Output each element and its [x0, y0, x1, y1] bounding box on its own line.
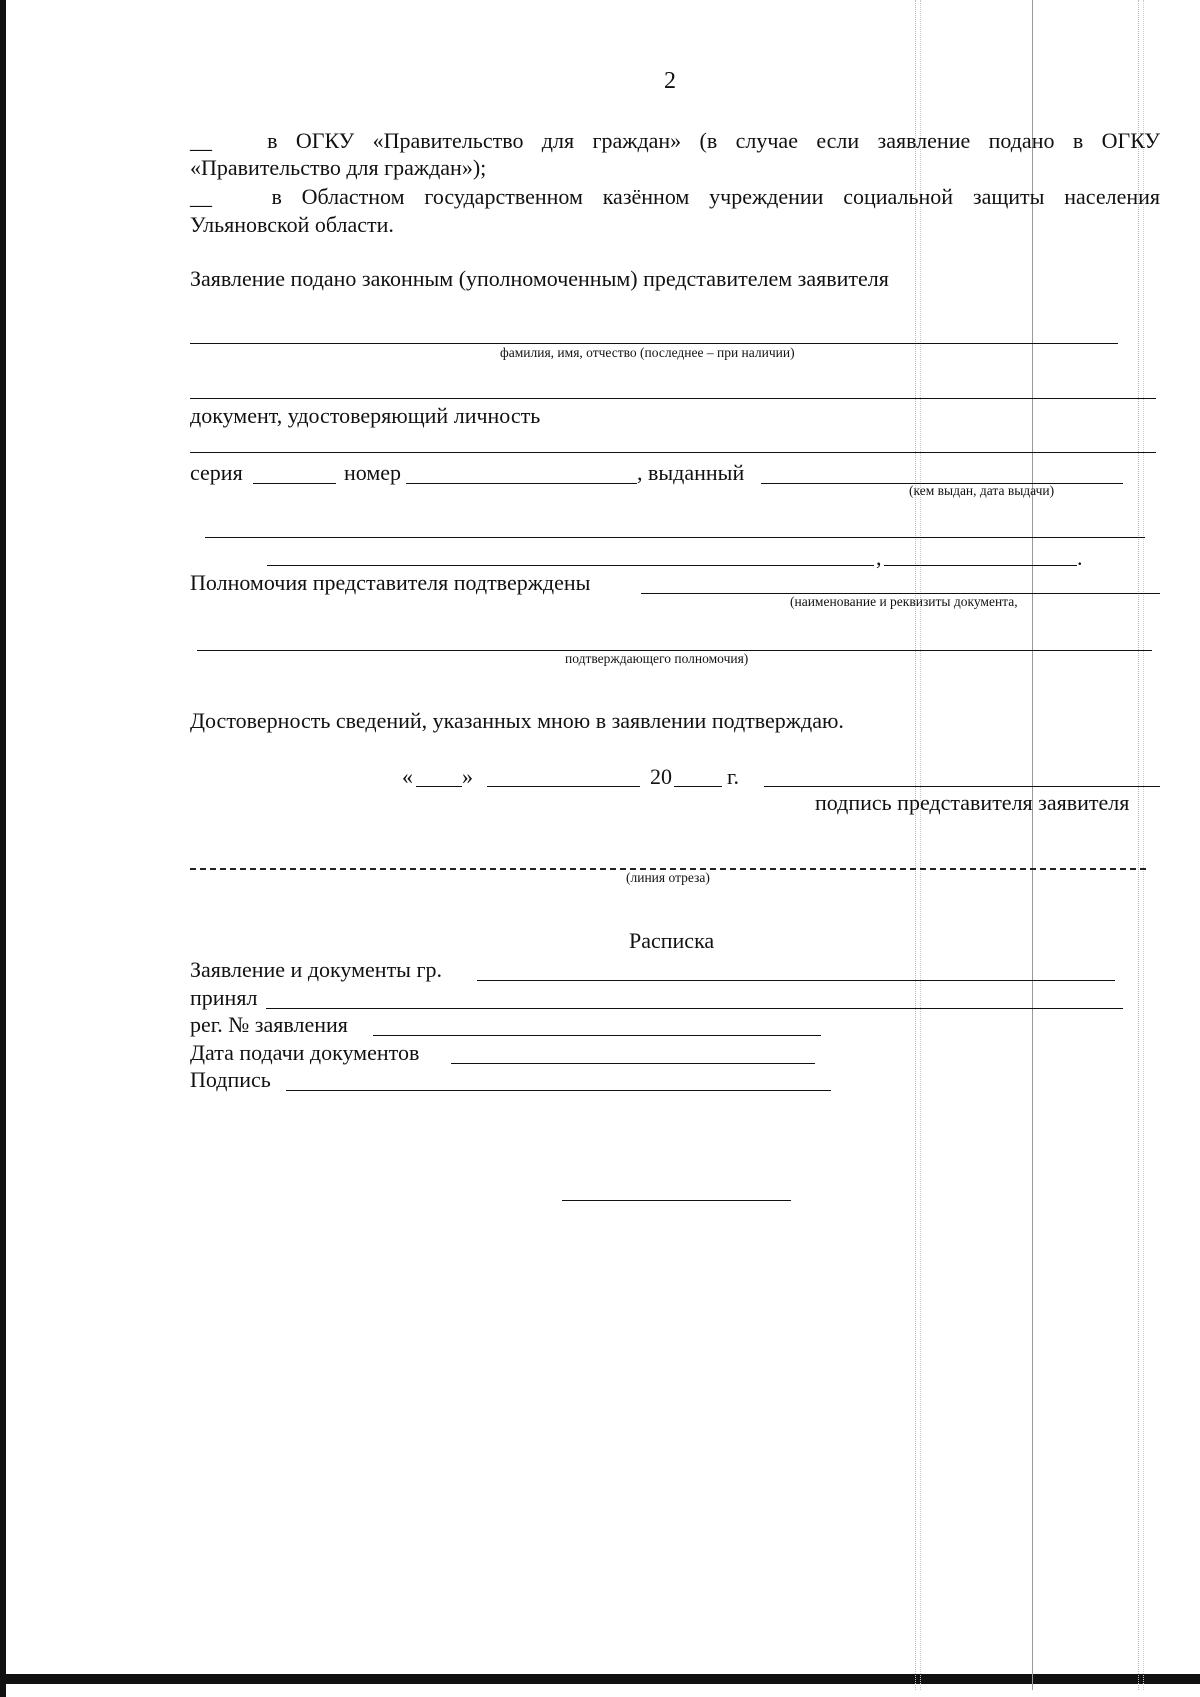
receipt-signature-label: Подпись — [190, 1067, 271, 1092]
cut-line-caption: (линия отреза) — [626, 870, 710, 885]
date-quote-close: » — [462, 764, 473, 789]
id-document-field[interactable] — [190, 452, 1156, 453]
receipt-date-label: Дата подачи документов — [190, 1040, 420, 1065]
date-year-prefix: 20 — [650, 764, 672, 789]
representative-signature-field[interactable] — [764, 786, 1160, 787]
receipt-title: Расписка — [629, 928, 715, 953]
receipt-signature-field[interactable] — [286, 1090, 831, 1091]
authority-label: Полномочия представителя подтверждены — [190, 570, 591, 595]
id-document-label: документ, удостоверяющий личность — [190, 403, 541, 428]
number-field[interactable] — [406, 483, 637, 484]
scan-artifact-line — [1138, 0, 1139, 1690]
date-year-field[interactable] — [674, 786, 722, 787]
receipt-reg-label: рег. № заявления — [190, 1012, 348, 1037]
issued-label: , выданный — [637, 460, 745, 485]
scan-left-border — [0, 0, 6, 1697]
issued-date-field[interactable] — [884, 565, 1077, 566]
page-number: 2 — [664, 68, 676, 94]
receipt-documents-label: Заявление и документы гр. — [190, 957, 442, 982]
option-1-line-2: «Правительство для граждан»); — [190, 155, 487, 180]
option-2-mark: __ — [190, 184, 212, 209]
option-1-line-1 — [190, 128, 1160, 154]
date-day-field[interactable] — [416, 786, 462, 787]
series-label: серия — [190, 460, 243, 485]
issued-continuation-field[interactable] — [205, 537, 1145, 538]
authority-caption-1: (наименование и реквизиты документа, — [790, 594, 1018, 609]
receipt-documents-field[interactable] — [477, 980, 1115, 981]
date-quote-open: « — [402, 764, 413, 789]
scan-bottom-border — [0, 1674, 1200, 1684]
signature-caption: подпись представителя заявителя — [815, 790, 1130, 815]
date-year-suffix: г. — [727, 764, 740, 789]
representative-heading: Заявление подано законным (уполномоченным) представителем заявителя — [190, 266, 889, 291]
number-label: номер — [344, 460, 402, 485]
fio-caption: фамилия, имя, отчество (последнее – при наличии) — [500, 345, 795, 360]
issued-details-period: . — [1077, 545, 1083, 570]
issued-details-comma: , — [876, 545, 882, 570]
option-2-line-1 — [190, 184, 1160, 210]
scan-artifact-line — [920, 0, 921, 1690]
receipt-accepted-label: принял — [190, 985, 258, 1010]
authority-caption-2: подтверждающего полномочия) — [565, 651, 749, 666]
option-1-text: в ОГКУ «Правительство для граждан» (в случае если заявление подано в ОГКУ — [267, 128, 1160, 153]
option-1-mark: __ — [190, 128, 212, 153]
scan-artifact-line — [1032, 0, 1033, 1690]
option-2-text: в Областном государственном казённом учреждении социальной защиты населения — [271, 184, 1161, 209]
issued-caption: (кем выдан, дата выдачи) — [909, 483, 1055, 498]
scan-artifact-line — [915, 0, 916, 1690]
issued-details-field[interactable] — [267, 565, 874, 566]
option-2-line-2: Ульяновской области. — [190, 212, 394, 237]
confirmation-text: Достоверность сведений, указанных мною в заявлении подтверждаю. — [190, 708, 844, 733]
receipt-reg-field[interactable] — [373, 1035, 821, 1036]
date-month-field[interactable] — [487, 786, 640, 787]
series-field[interactable] — [253, 483, 336, 484]
fio-field[interactable] — [190, 343, 1118, 344]
closing-separator — [562, 1200, 791, 1201]
receipt-date-field[interactable] — [451, 1063, 815, 1064]
receipt-accepted-field[interactable] — [266, 1008, 1123, 1009]
scan-artifact-line — [1143, 0, 1144, 1690]
fio-continuation-field[interactable] — [190, 398, 1156, 399]
